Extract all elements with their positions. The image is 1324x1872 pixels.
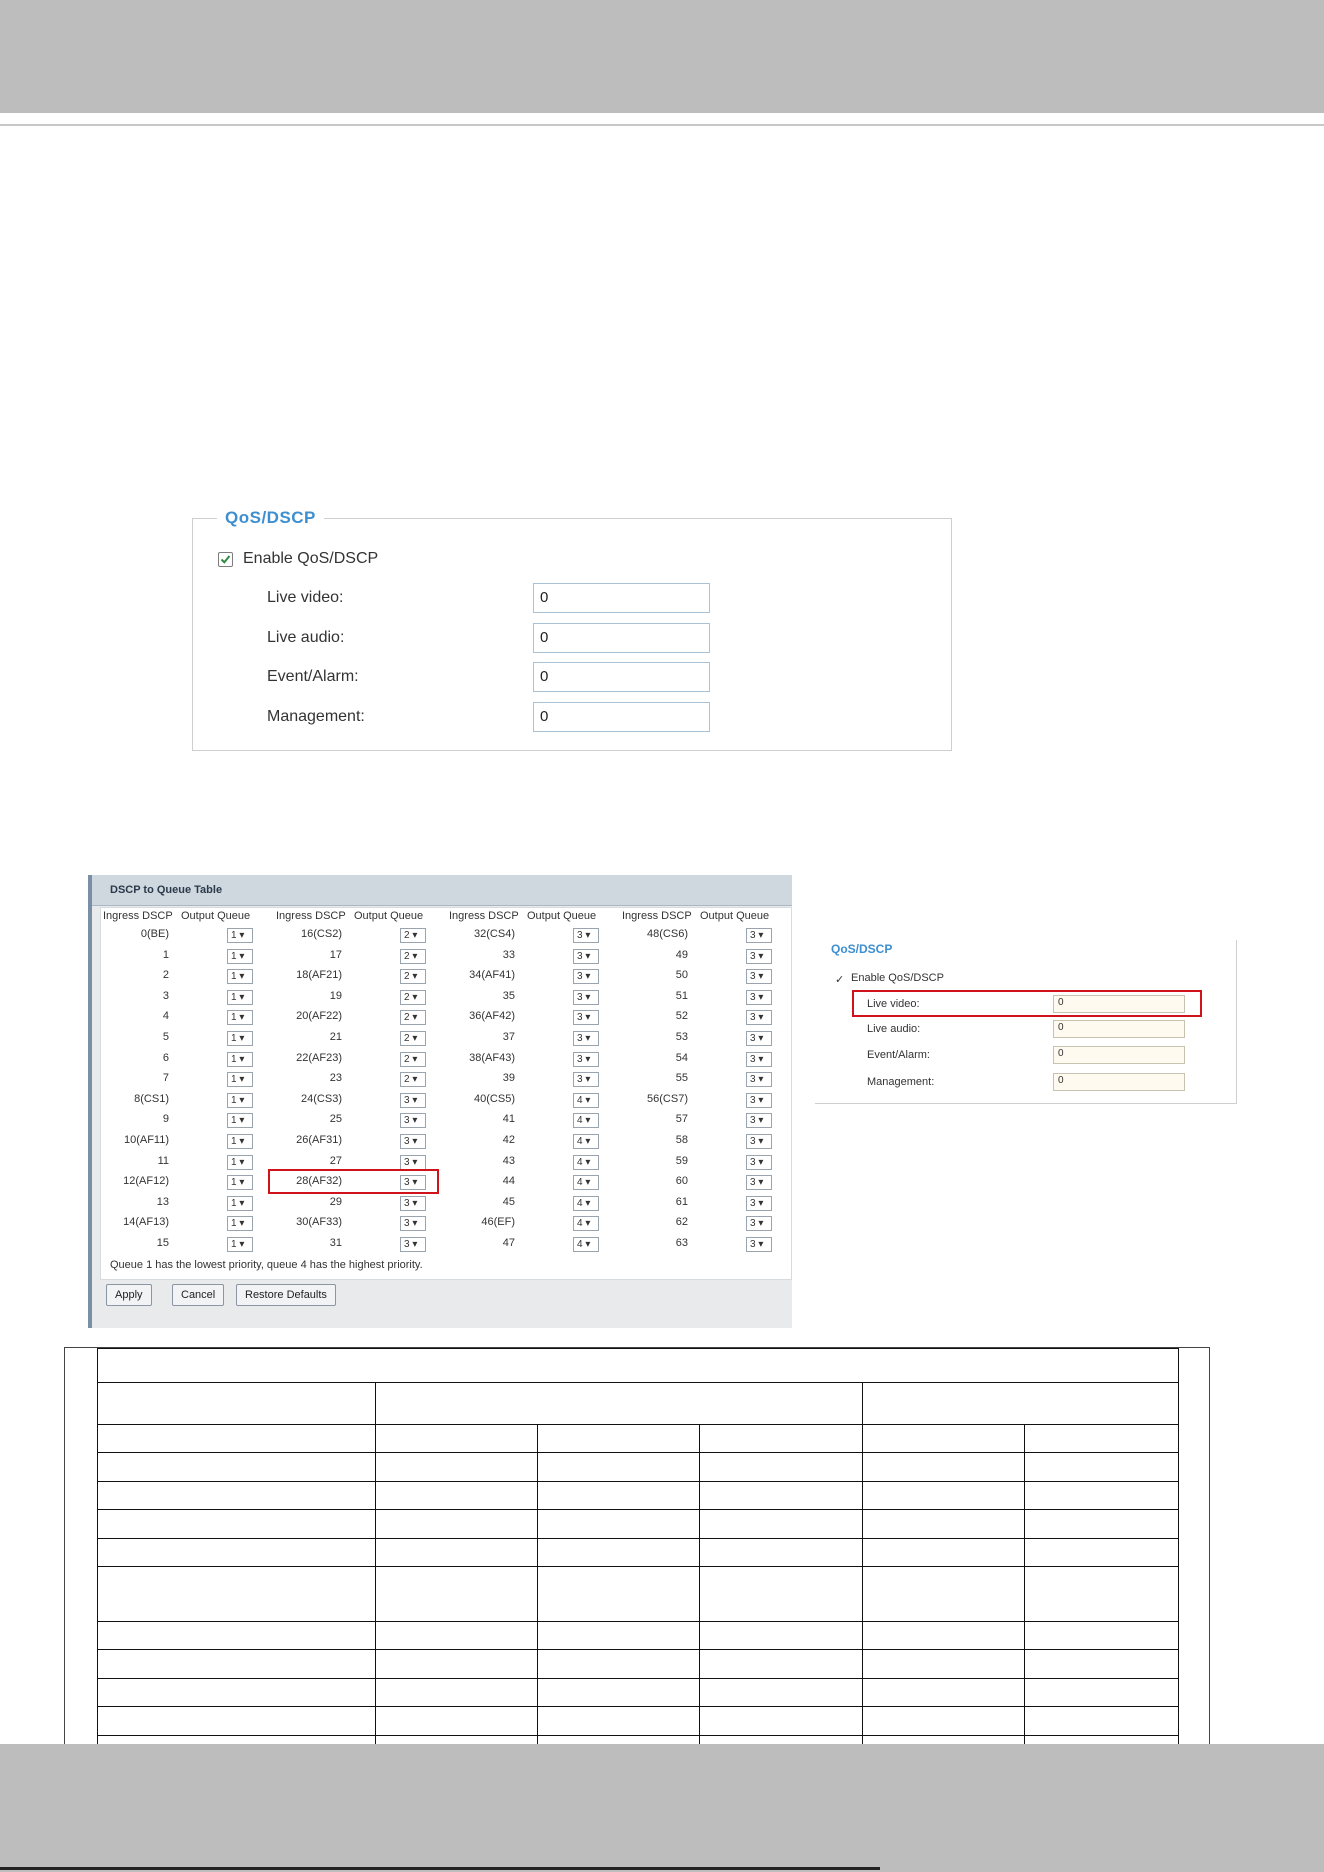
spec-cell	[538, 1425, 700, 1453]
spec-cell	[538, 1482, 700, 1510]
management-row	[267, 702, 887, 732]
spec-cell	[376, 1482, 538, 1510]
spec-cell	[376, 1453, 538, 1482]
ingress-dscp-value: 19	[329, 989, 342, 1002]
spec-cell	[863, 1539, 1025, 1567]
spec-cell	[700, 1482, 863, 1510]
output-queue-select[interactable]: 3 ▾	[746, 990, 772, 1005]
spec-cell	[863, 1567, 1025, 1622]
ingress-dscp-value: 4	[162, 1010, 169, 1023]
spec-cell	[700, 1650, 863, 1679]
spec-cell	[700, 1453, 863, 1482]
output-queue-select[interactable]: 3 ▾	[746, 1175, 772, 1190]
output-queue-select[interactable]: 3 ▾	[400, 1175, 426, 1190]
mini-live-video-input[interactable]: 0	[1053, 995, 1185, 1013]
output-queue-header: Output Queue	[700, 910, 770, 922]
ingress-dscp-value: 33	[502, 948, 515, 961]
ingress-dscp-value: 10(AF11)	[123, 1134, 169, 1146]
ingress-dscp-value: 22(AF23)	[296, 1051, 342, 1064]
ingress-dscp-value: 1	[162, 948, 169, 961]
ingress-dscp-value: 62	[675, 1216, 688, 1229]
output-queue-select[interactable]: 3 ▾	[746, 1052, 772, 1067]
output-queue-select[interactable]: 2 ▾	[400, 1031, 426, 1046]
output-queue-select[interactable]: 3 ▾	[400, 1093, 426, 1108]
spec-cell	[376, 1679, 538, 1707]
spec-cell	[700, 1425, 863, 1453]
output-queue-select[interactable]: 1 ▾	[227, 949, 253, 964]
ingress-dscp-value: 27	[329, 1154, 342, 1167]
ingress-dscp-value: 36(AF42)	[469, 1010, 515, 1023]
output-queue-select[interactable]: 3 ▾	[746, 1031, 772, 1046]
enable-qos-checkbox[interactable]	[218, 552, 233, 567]
output-queue-select[interactable]: 3 ▾	[400, 1134, 426, 1149]
ingress-dscp-value: 15	[156, 1237, 169, 1249]
ingress-dscp-value: 9	[162, 1113, 169, 1126]
ingress-dscp-value: 25	[329, 1113, 342, 1126]
ingress-dscp-value: 35	[502, 989, 515, 1002]
mini-live-audio-input[interactable]: 0	[1053, 1020, 1185, 1038]
output-queue-select[interactable]: 3 ▾	[573, 990, 599, 1005]
output-queue-select[interactable]: 3 ▾	[746, 969, 772, 984]
output-queue-select[interactable]: 3 ▾	[573, 949, 599, 964]
spec-cell	[376, 1567, 538, 1622]
ingress-dscp-header: Ingress DSCP	[622, 910, 692, 922]
ingress-dscp-value: 37	[502, 1031, 515, 1043]
ingress-dscp-value: 18(AF21)	[296, 969, 342, 982]
output-queue-select[interactable]: 1 ▾	[227, 1216, 253, 1231]
output-queue-select[interactable]: 1 ▾	[227, 1175, 253, 1190]
ingress-dscp-header: Ingress DSCP	[103, 910, 173, 922]
spec-cell	[376, 1650, 538, 1679]
spec-cell	[863, 1425, 1025, 1453]
spec-cell	[863, 1679, 1025, 1707]
dscp-table-grid	[100, 907, 792, 1280]
ingress-dscp-value: 17	[329, 948, 342, 961]
output-queue-select[interactable]: 4 ▾	[573, 1196, 599, 1211]
spec-cell	[1025, 1679, 1179, 1707]
output-queue-header: Output Queue	[181, 910, 251, 922]
live-audio-row	[267, 623, 887, 653]
ingress-dscp-value: 38(AF43)	[469, 1051, 515, 1064]
ingress-dscp-value: 6	[162, 1051, 169, 1064]
output-queue-select[interactable]: 2 ▾	[400, 949, 426, 964]
output-queue-select[interactable]: 3 ▾	[573, 1031, 599, 1046]
ingress-dscp-value: 34(AF41)	[469, 969, 515, 982]
page-header-band	[0, 0, 1324, 113]
output-queue-select[interactable]: 4 ▾	[573, 1134, 599, 1149]
mini-live-video-label: Live video:	[867, 998, 920, 1010]
spec-cell	[376, 1425, 538, 1453]
checkmark-icon	[220, 554, 231, 565]
ingress-dscp-value: 41	[502, 1113, 515, 1126]
mini-event-alarm-input[interactable]: 0	[1053, 1046, 1185, 1064]
spec-cell	[700, 1679, 863, 1707]
ingress-dscp-value: 16(CS2)	[301, 928, 342, 940]
spec-cell	[1025, 1453, 1179, 1482]
mini-enable-label: Enable QoS/DSCP	[851, 972, 944, 984]
output-queue-select[interactable]: 3 ▾	[573, 969, 599, 984]
spec-cell	[1025, 1622, 1179, 1650]
spec-cell	[700, 1622, 863, 1650]
ingress-dscp-value: 42	[502, 1134, 515, 1146]
cancel-button[interactable]: Cancel	[172, 1284, 224, 1306]
spec-cell	[98, 1425, 376, 1453]
ingress-dscp-header: Ingress DSCP	[449, 910, 519, 922]
ingress-dscp-value: 32(CS4)	[474, 928, 515, 940]
mini-qos-title: QoS/DSCP	[831, 942, 893, 956]
ingress-dscp-value: 61	[675, 1195, 688, 1208]
output-queue-select[interactable]: 1 ▾	[227, 1155, 253, 1170]
output-queue-select[interactable]: 3 ▾	[400, 1155, 426, 1170]
spec-table-title-cell	[98, 1349, 1179, 1383]
ingress-dscp-value: 63	[675, 1237, 688, 1249]
ingress-dscp-value: 52	[675, 1010, 688, 1023]
output-queue-select[interactable]: 2 ▾	[400, 1052, 426, 1067]
output-queue-select[interactable]: 3 ▾	[746, 1093, 772, 1108]
output-queue-select[interactable]: 3 ▾	[746, 1072, 772, 1087]
mini-live-audio-label: Live audio:	[867, 1023, 921, 1035]
spec-cell	[376, 1707, 538, 1736]
output-queue-select[interactable]: 2 ▾	[400, 928, 426, 943]
ingress-dscp-value: 57	[675, 1113, 688, 1126]
spec-cell	[376, 1510, 538, 1539]
output-queue-select[interactable]: 3 ▾	[400, 1237, 426, 1252]
ingress-dscp-value: 26(AF31)	[296, 1134, 342, 1146]
ingress-dscp-value: 58	[675, 1134, 688, 1146]
live-video-row	[267, 583, 887, 613]
spec-cell	[1025, 1707, 1179, 1736]
ingress-dscp-value: 43	[502, 1154, 515, 1167]
ingress-dscp-value: 48(CS6)	[647, 928, 688, 940]
ingress-dscp-value: 7	[162, 1072, 169, 1085]
ingress-dscp-value: 13	[156, 1195, 169, 1208]
spec-cell	[538, 1650, 700, 1679]
output-queue-select[interactable]: 1 ▾	[227, 990, 253, 1005]
spec-cell	[538, 1622, 700, 1650]
ingress-dscp-value: 5	[162, 1031, 169, 1043]
output-queue-select[interactable]: 2 ▾	[400, 1010, 426, 1025]
live-video-label: Live video:	[267, 589, 344, 606]
spec-cell	[538, 1567, 700, 1622]
management-input[interactable]: 0	[533, 702, 710, 732]
spec-cell	[863, 1482, 1025, 1510]
output-queue-select[interactable]: 3 ▾	[400, 1113, 426, 1128]
spec-cell	[538, 1453, 700, 1482]
spec-cell	[863, 1453, 1025, 1482]
output-queue-select[interactable]: 1 ▾	[227, 1093, 253, 1108]
spec-cell	[98, 1510, 376, 1539]
mini-event-alarm-label: Event/Alarm:	[867, 1049, 930, 1061]
output-queue-select[interactable]: 3 ▾	[573, 1010, 599, 1025]
output-queue-header: Output Queue	[527, 910, 597, 922]
output-queue-select[interactable]: 2 ▾	[400, 969, 426, 984]
output-queue-select[interactable]: 2 ▾	[400, 990, 426, 1005]
apply-button[interactable]: Apply	[106, 1284, 152, 1306]
ingress-dscp-value: 39	[502, 1072, 515, 1085]
footer-rule	[0, 1867, 880, 1870]
output-queue-select[interactable]: 3 ▾	[746, 1010, 772, 1025]
spec-table	[97, 1348, 1179, 1793]
spec-cell	[1025, 1510, 1179, 1539]
spec-cell	[700, 1539, 863, 1567]
spec-cell	[1025, 1650, 1179, 1679]
qos-dscp-panel	[192, 508, 952, 751]
output-queue-select[interactable]: 3 ▾	[400, 1216, 426, 1231]
ingress-dscp-value: 0(BE)	[140, 928, 169, 940]
output-queue-select[interactable]: 1 ▾	[227, 1052, 253, 1067]
output-queue-select[interactable]: 3 ▾	[746, 1134, 772, 1149]
output-queue-select[interactable]: 1 ▾	[227, 969, 253, 984]
ingress-dscp-value: 40(CS5)	[474, 1092, 515, 1105]
page-footer-band	[0, 1744, 1324, 1872]
live-audio-label: Live audio:	[267, 629, 345, 646]
dscp-table-titlebar	[92, 875, 792, 906]
spec-cell	[863, 1622, 1025, 1650]
live-audio-input[interactable]: 0	[533, 623, 710, 653]
spec-header-cell	[863, 1383, 1179, 1425]
spec-cell	[538, 1539, 700, 1567]
output-queue-select[interactable]: 3 ▾	[746, 949, 772, 964]
output-queue-select[interactable]: 1 ▾	[227, 1196, 253, 1211]
output-queue-select[interactable]: 3 ▾	[573, 1072, 599, 1087]
output-queue-select[interactable]: 3 ▾	[573, 1052, 599, 1067]
output-queue-header: Output Queue	[354, 910, 424, 922]
ingress-dscp-value: 21	[329, 1031, 342, 1043]
spec-cell	[98, 1539, 376, 1567]
ingress-dscp-value: 44	[502, 1175, 515, 1188]
spec-cell	[863, 1510, 1025, 1539]
spec-cell	[538, 1707, 700, 1736]
spec-cell	[863, 1650, 1025, 1679]
spec-cell	[98, 1567, 376, 1622]
ingress-dscp-value: 60	[675, 1175, 688, 1188]
enable-qos-label: Enable QoS/DSCP	[243, 550, 379, 567]
ingress-dscp-value: 50	[675, 969, 688, 982]
output-queue-select[interactable]: 2 ▾	[400, 1072, 426, 1087]
spec-header-cell	[98, 1383, 376, 1425]
dscp-queue-table-panel	[88, 875, 792, 1328]
ingress-dscp-value: 23	[329, 1072, 342, 1085]
management-label: Management:	[267, 708, 365, 725]
ingress-dscp-value: 29	[329, 1195, 342, 1208]
ingress-dscp-value: 51	[675, 989, 688, 1002]
ingress-dscp-value: 47	[502, 1237, 515, 1249]
ingress-dscp-value: 55	[675, 1072, 688, 1085]
output-queue-select[interactable]: 1 ▾	[227, 1237, 253, 1252]
spec-cell	[98, 1622, 376, 1650]
output-queue-select[interactable]: 4 ▾	[573, 1113, 599, 1128]
ingress-dscp-value: 3	[162, 989, 169, 1002]
spec-cell	[1025, 1482, 1179, 1510]
restore-defaults-button[interactable]: Restore Defaults	[236, 1284, 336, 1306]
highlight-box-af32	[268, 1169, 439, 1194]
ingress-dscp-value: 53	[675, 1031, 688, 1043]
output-queue-select[interactable]: 1 ▾	[227, 1134, 253, 1149]
output-queue-select[interactable]: 1 ▾	[227, 1010, 253, 1025]
header-divider	[0, 124, 1324, 126]
spec-cell	[538, 1510, 700, 1539]
spec-cell	[1025, 1539, 1179, 1567]
spec-cell	[700, 1567, 863, 1622]
spec-cell	[98, 1650, 376, 1679]
event-alarm-row	[267, 662, 887, 692]
highlight-box-live-video	[852, 990, 1202, 1017]
ingress-dscp-value: 20(AF22)	[296, 1010, 342, 1023]
output-queue-select[interactable]: 1 ▾	[227, 1031, 253, 1046]
priority-note: Queue 1 has the lowest priority, queue 4 has the highest priority.	[110, 1259, 423, 1271]
ingress-dscp-value: 49	[675, 948, 688, 961]
output-queue-select[interactable]: 3 ▾	[400, 1196, 426, 1211]
output-queue-select[interactable]: 3 ▾	[746, 928, 772, 943]
ingress-dscp-value: 12(AF12)	[123, 1175, 169, 1188]
mini-qos-panel	[815, 940, 1237, 1104]
spec-cell	[700, 1510, 863, 1539]
ingress-dscp-value: 24(CS3)	[301, 1092, 342, 1105]
spec-cell	[98, 1707, 376, 1736]
mini-management-input[interactable]: 0	[1053, 1073, 1185, 1091]
spec-cell	[1025, 1425, 1179, 1453]
output-queue-select[interactable]: 4 ▾	[573, 1093, 599, 1108]
output-queue-select[interactable]: 3 ▾	[746, 1155, 772, 1170]
spec-cell	[538, 1679, 700, 1707]
spec-cell	[98, 1679, 376, 1707]
ingress-dscp-value: 54	[675, 1051, 688, 1064]
output-queue-select[interactable]: 1 ▾	[227, 928, 253, 943]
ingress-dscp-value: 14(AF13)	[123, 1216, 169, 1229]
output-queue-select[interactable]: 4 ▾	[573, 1216, 599, 1231]
ingress-dscp-value: 11	[157, 1154, 169, 1167]
spec-cell	[98, 1482, 376, 1510]
spec-header-cell	[376, 1383, 863, 1425]
ingress-dscp-value: 59	[675, 1154, 688, 1167]
spec-cell	[376, 1622, 538, 1650]
output-queue-select[interactable]: 4 ▾	[573, 1237, 599, 1252]
spec-cell	[98, 1453, 376, 1482]
spec-cell	[863, 1707, 1025, 1736]
ingress-dscp-value: 45	[502, 1195, 515, 1208]
output-queue-select[interactable]: 1 ▾	[227, 1113, 253, 1128]
mini-management-label: Management:	[867, 1076, 935, 1088]
dscp-table-title: DSCP to Queue Table	[110, 884, 223, 896]
spec-cell	[700, 1707, 863, 1736]
live-video-input[interactable]: 0	[533, 583, 710, 613]
ingress-dscp-value: 8(CS1)	[134, 1092, 169, 1105]
ingress-dscp-value: 46(EF)	[481, 1216, 515, 1229]
output-queue-select[interactable]: 3 ▾	[573, 928, 599, 943]
output-queue-select[interactable]: 1 ▾	[227, 1072, 253, 1087]
output-queue-select[interactable]: 3 ▾	[746, 1113, 772, 1128]
output-queue-select[interactable]: 3 ▾	[746, 1196, 772, 1211]
output-queue-select[interactable]: 3 ▾	[746, 1216, 772, 1231]
output-queue-select[interactable]: 4 ▾	[573, 1175, 599, 1190]
event-alarm-input[interactable]: 0	[533, 662, 710, 692]
ingress-dscp-value: 56(CS7)	[647, 1092, 688, 1105]
spec-cell	[1025, 1567, 1179, 1622]
output-queue-select[interactable]: 4 ▾	[573, 1155, 599, 1170]
ingress-dscp-value: 28(AF32)	[296, 1175, 342, 1188]
event-alarm-label: Event/Alarm:	[267, 668, 359, 685]
qos-panel-title: QoS/DSCP	[217, 508, 324, 528]
mini-check-icon[interactable]: ✓	[835, 974, 845, 986]
ingress-dscp-header: Ingress DSCP	[276, 910, 346, 922]
spec-cell	[376, 1539, 538, 1567]
ingress-dscp-value: 2	[162, 969, 169, 982]
output-queue-select[interactable]: 3 ▾	[746, 1237, 772, 1252]
ingress-dscp-value: 30(AF33)	[296, 1216, 342, 1229]
ingress-dscp-value: 31	[329, 1237, 342, 1249]
